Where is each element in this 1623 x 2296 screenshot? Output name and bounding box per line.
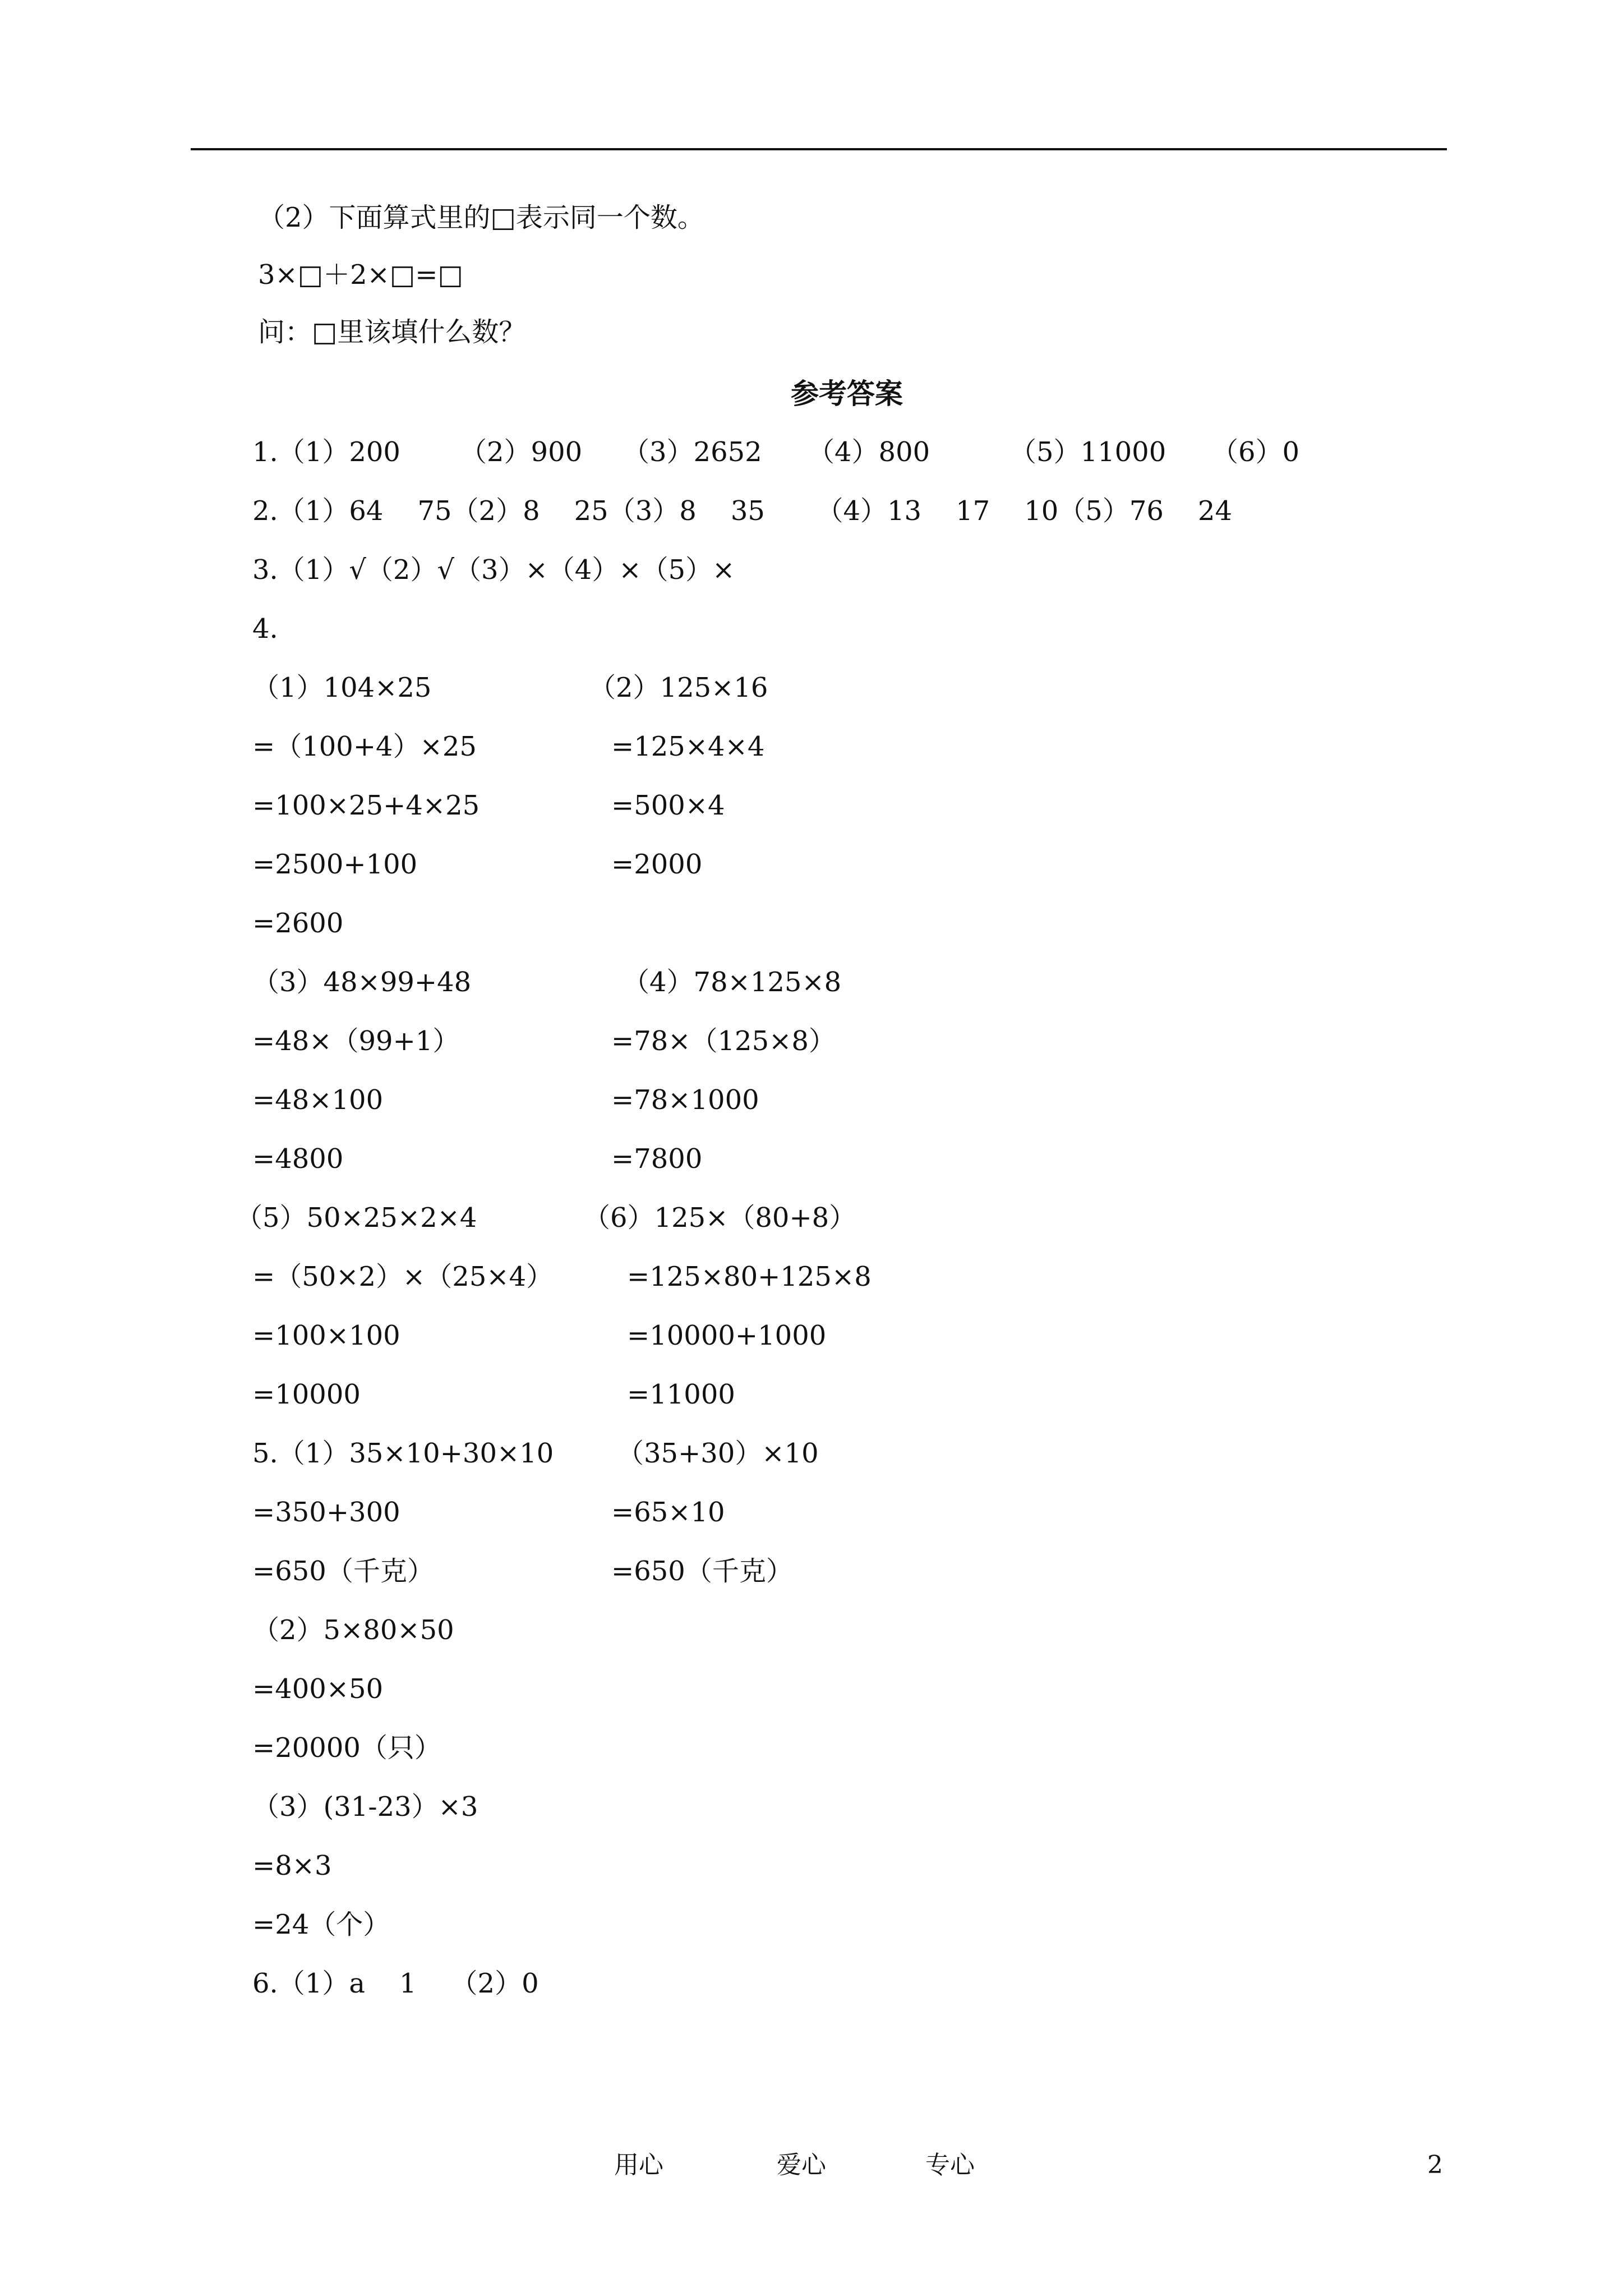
answer-4-left-line: =48×（99+1） <box>252 1025 460 1057</box>
answer-4-left-line: =4800 <box>252 1143 344 1175</box>
answer-3: 3.（1）√（2）√（3）×（4）×（5）× <box>252 554 735 586</box>
answer-4-right-line: =78×1000 <box>611 1084 759 1116</box>
answer-5-left-line: =20000（只） <box>252 1732 441 1764</box>
answer-4-left-line: =2600 <box>252 908 344 939</box>
answer-1-part-4: （4）800 <box>808 436 930 468</box>
answer-2: 2.（1）64 75（2）8 25（3）8 35 （4）13 17 10（5）76 24 <box>252 495 1233 527</box>
answer-5-left-line: 5.（1）35×10+30×10 <box>252 1438 554 1469</box>
page-number: 2 <box>1427 2151 1443 2179</box>
answer-5-right-line: =650（千克） <box>611 1556 793 1587</box>
answer-1-part-1: 1.（1）200 <box>252 436 400 468</box>
answer-4-right-line: =78×（125×8） <box>611 1025 836 1057</box>
answer-4-left-line: =（50×2）×（25×4） <box>252 1261 554 1292</box>
answer-4-right-line: =11000 <box>627 1379 735 1410</box>
answer-6: 6.（1）a 1 （2）0 <box>252 1968 539 1999</box>
answer-4-left-line: （3）48×99+48 <box>252 967 472 998</box>
answer-5-right-line: （35+30）×10 <box>617 1438 819 1469</box>
answer-4-left-line: =（100+4）×25 <box>252 731 477 762</box>
answer-4-right-line: （6）125×（80+8） <box>583 1202 856 1234</box>
answer-5-left-line: =350+300 <box>252 1497 400 1528</box>
answer-4-right-line: （2）125×16 <box>589 672 768 703</box>
answer-4-right-line: =125×80+125×8 <box>627 1261 872 1292</box>
answer-4-right-line: =500×4 <box>611 790 725 821</box>
answer-5-left-line: （2）5×80×50 <box>252 1614 454 1646</box>
answers-title: 参考答案 <box>791 377 903 410</box>
footer-item-2: 爱心 <box>777 2151 826 2179</box>
footer-item-3: 专心 <box>925 2151 975 2179</box>
answer-4-right-line: =10000+1000 <box>627 1320 827 1351</box>
answer-4-label: 4. <box>252 613 278 645</box>
answer-1-part-6: （6）0 <box>1211 436 1300 468</box>
answer-5-left-line: =24（个） <box>252 1909 390 1940</box>
answer-4-left-line: =100×100 <box>252 1320 400 1351</box>
answer-5-left-line: =8×3 <box>252 1850 332 1881</box>
answer-4-right-line: （4）78×125×8 <box>623 967 842 998</box>
answer-4-left-line: =2500+100 <box>252 849 418 880</box>
answer-4-right-line: =125×4×4 <box>611 731 765 762</box>
answer-4-left-line: =48×100 <box>252 1084 384 1116</box>
answer-4-left-line: （5）50×25×2×4 <box>236 1202 477 1234</box>
answer-1-part-5: （5）11000 <box>1009 436 1166 468</box>
answer-4-right-line: =2000 <box>611 849 703 880</box>
answer-4-left-line: =100×25+4×25 <box>252 790 480 821</box>
answer-5-right-line: =65×10 <box>611 1497 725 1528</box>
question-line-1: （2）下面算式里的□表示同一个数。 <box>258 202 704 233</box>
answer-5-left-line: （3）(31-23）×3 <box>252 1791 478 1823</box>
answer-5-left-line: =400×50 <box>252 1673 384 1705</box>
question-line-3: 问：□里该填什么数？ <box>258 316 526 348</box>
answer-4-left-line: =10000 <box>252 1379 361 1410</box>
footer-item-1: 用心 <box>614 2151 663 2179</box>
header-rule <box>191 148 1447 150</box>
answer-4-left-line: （1）104×25 <box>252 672 432 703</box>
answer-1-part-2: （2）900 <box>460 436 583 468</box>
answer-4-right-line: =7800 <box>611 1143 703 1175</box>
answer-1-part-3: （3）2652 <box>623 436 762 468</box>
answer-5-left-line: =650（千克） <box>252 1556 434 1587</box>
question-line-2: 3×□＋2×□=□ <box>258 259 463 291</box>
